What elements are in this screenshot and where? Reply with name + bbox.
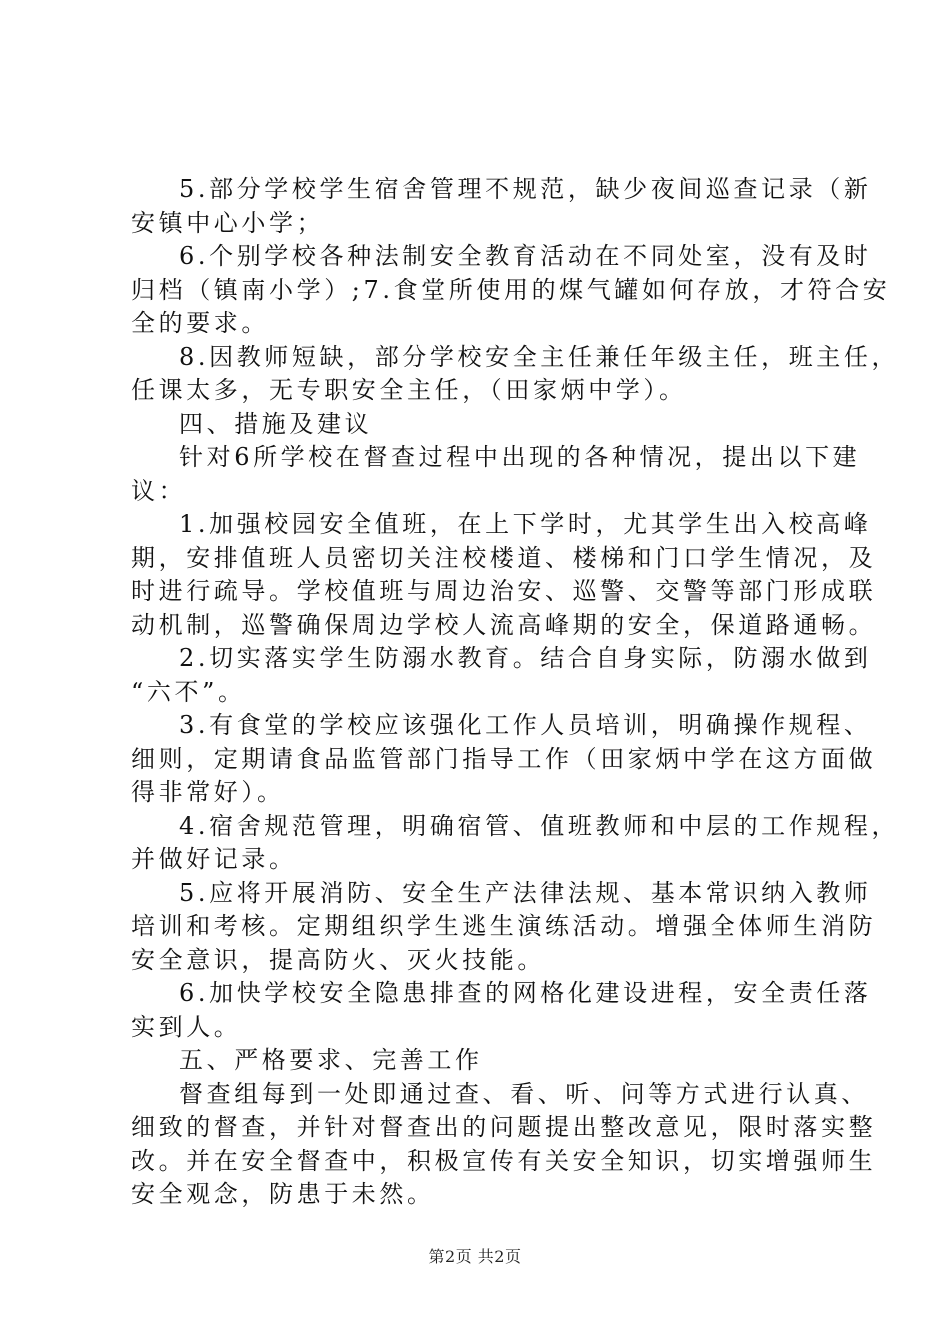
text-line: 1.加强校园安全值班，在上下学时，尤其学生出入校高峰 [179, 510, 872, 538]
text-line: 五、严格要求、完善工作 [179, 1046, 483, 1074]
text-line: 8.因教师短缺，部分学校安全主任兼任年级主任，班主任， [179, 342, 900, 371]
text-line: “六不”。 [131, 677, 246, 706]
text-line: 全的要求。 [131, 309, 269, 337]
text-line: 5.应将开展消防、安全生产法律法规、基本常识纳入教师 [179, 878, 872, 907]
text-line: 时进行疏导。学校值班与周边治安、巡警、交警等部门形成联 [131, 577, 877, 605]
page-footer: 第2页 共2页 [428, 1247, 522, 1266]
text-line: 2.切实落实学生防溺水教育。结合自身实际，防溺水做到 [179, 644, 872, 672]
text-line: 动机制，巡警确保周边学校人流高峰期的安全，保道路通畅。 [131, 610, 877, 639]
document-body [131, 173, 900, 1212]
text-line: 期，安排值班人员密切关注校楼道、楼梯和门口学生情况，及 [131, 543, 877, 572]
text-line: 安全观念，防患于未然。 [131, 1180, 435, 1208]
text-line: 5.部分学校学生宿舍管理不规范，缺少夜间巡查记录（新 [179, 175, 872, 203]
text-line: 得非常好）。 [131, 778, 285, 806]
text-line: 安全意识，提高防火、灭火技能。 [131, 945, 545, 974]
text-line: 细则，定期请食品监管部门指导工作（田家炳中学在这方面做 [131, 744, 877, 773]
text-line: 安镇中心小学； [131, 208, 325, 237]
text-line: 4.宿舍规范管理，明确宿管、值班教师和中层的工作规程， [179, 811, 900, 840]
text-line: 任课太多，无专职安全主任，（田家炳中学）。 [131, 376, 687, 404]
text-line: 归档（镇南小学）;7.食堂所使用的煤气罐如何存放，才符合安 [131, 275, 891, 304]
text-line: 3.有食堂的学校应该强化工作人员培训，明确操作规程、 [179, 711, 872, 739]
text-line: 6.加快学校安全隐患排查的网格化建设进程，安全责任落 [179, 979, 872, 1007]
text-line: 细致的督查，并针对督查出的问题提出整改意见，限时落实整 [131, 1113, 877, 1141]
text-line: 督查组每到一处即通过查、看、听、问等方式进行认真、 [179, 1079, 869, 1108]
text-line: 针对6所学校在督查过程中出现的各种情况，提出以下建 [179, 443, 861, 471]
text-line: 并做好记录。 [131, 845, 297, 873]
text-line: 四、措施及建议 [179, 409, 373, 438]
text-line: 培训和考核。定期组织学生逃生演练活动。增强全体师生消防 [131, 912, 877, 940]
text-line: 6.个别学校各种法制安全教育活动在不同处室，没有及时 [179, 242, 872, 270]
text-line: 实到人。 [131, 1012, 242, 1041]
text-line: 议： [131, 476, 187, 505]
text-line: 改。并在安全督查中，积极宣传有关安全知识，切实增强师生 [131, 1146, 877, 1175]
